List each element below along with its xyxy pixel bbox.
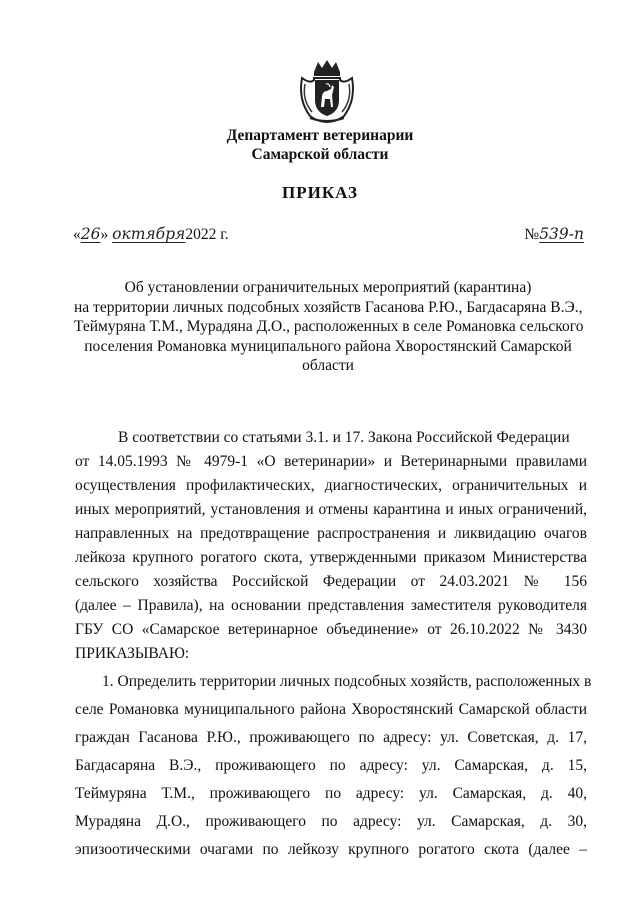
body-line: Теймуряна Т.М., проживающего по адресу: ул. Самарская, д. 40, (75, 785, 587, 802)
date-day: 26 (80, 225, 101, 243)
subject-line: на территории личных подсобных хозяйств Гасанова Р.Ю., Багдасаряна В.Э., (74, 298, 583, 316)
subject-line: Теймуряна Т.М., Мурадяна Д.О., расположенных в селе Романовка сельского (74, 318, 584, 335)
date-year: 2022 г. (185, 226, 229, 243)
coat-of-arms-icon (296, 58, 358, 124)
number-prefix: № (524, 226, 540, 243)
body-line: граждан Гасанова Р.Ю., проживающего по адресу: ул. Советская, д. 17, (75, 729, 587, 746)
subject-line: поселения Романовка муниципального района Хворостянский Самарской (84, 337, 572, 355)
body-line: направленных на предотвращение распространения и ликвидацию очагов (75, 525, 587, 542)
subject-line: Об установлении ограничительных мероприятий (карантина) (124, 279, 532, 296)
body-line: 1. Определить территории личных подсобных хозяйств, расположенных в (102, 673, 592, 690)
body-line: осуществления профилактических, диагностических, ограничительных и (75, 477, 587, 494)
subject-line: области (302, 357, 354, 374)
date-open-quote: « (73, 226, 81, 243)
order-subject (74, 278, 582, 376)
order-directive: ПРИКАЗЫВАЮ: (75, 645, 190, 662)
body-line: Багдасаряна В.Э., проживающего по адресу: ул. Самарская, д. 15, (75, 757, 587, 774)
body-line: селе Романовка муниципального района Хворостянский Самарской области (75, 701, 587, 718)
body-line: (далее – Правила), на основании представления заместителя руководителя (75, 597, 587, 614)
body-line: от 14.05.1993 № 4979-1 «О ветеринарии» и Ветеринарными правилами (75, 453, 587, 470)
body-line: ГБУ СО «Самарское ветеринарное объединение» от 26.10.2022 № 3430 (75, 621, 587, 638)
body-line: В соответствии со статьями 3.1. и 17. Закона Российской Федерации (118, 429, 570, 446)
order-date (73, 225, 229, 244)
department-region: Самарской области (251, 146, 389, 163)
body-line: сельского хозяйства Российской Федерации от 24.03.2021 № 156 (75, 573, 587, 590)
body-line: эпизоотическими очагами по лейкозу крупного рогатого скота (далее – (75, 841, 587, 858)
document-title: ПРИКАЗ (282, 183, 358, 202)
body-line: иных мероприятий, установления и отмены карантина и иных ограничений, (75, 501, 587, 518)
body-line: Мурадяна Д.О., проживающего по адресу: ул. Самарская, д. 30, (75, 813, 587, 830)
number-value: 539-п (539, 225, 584, 243)
department-name: Департамент ветеринарии (226, 127, 414, 144)
date-month: октября (112, 225, 186, 243)
date-close-quote: » (100, 226, 109, 243)
order-number (524, 225, 584, 244)
body-line: лейкоза крупного рогатого скота, утвержденными приказом Министерства (75, 549, 587, 566)
